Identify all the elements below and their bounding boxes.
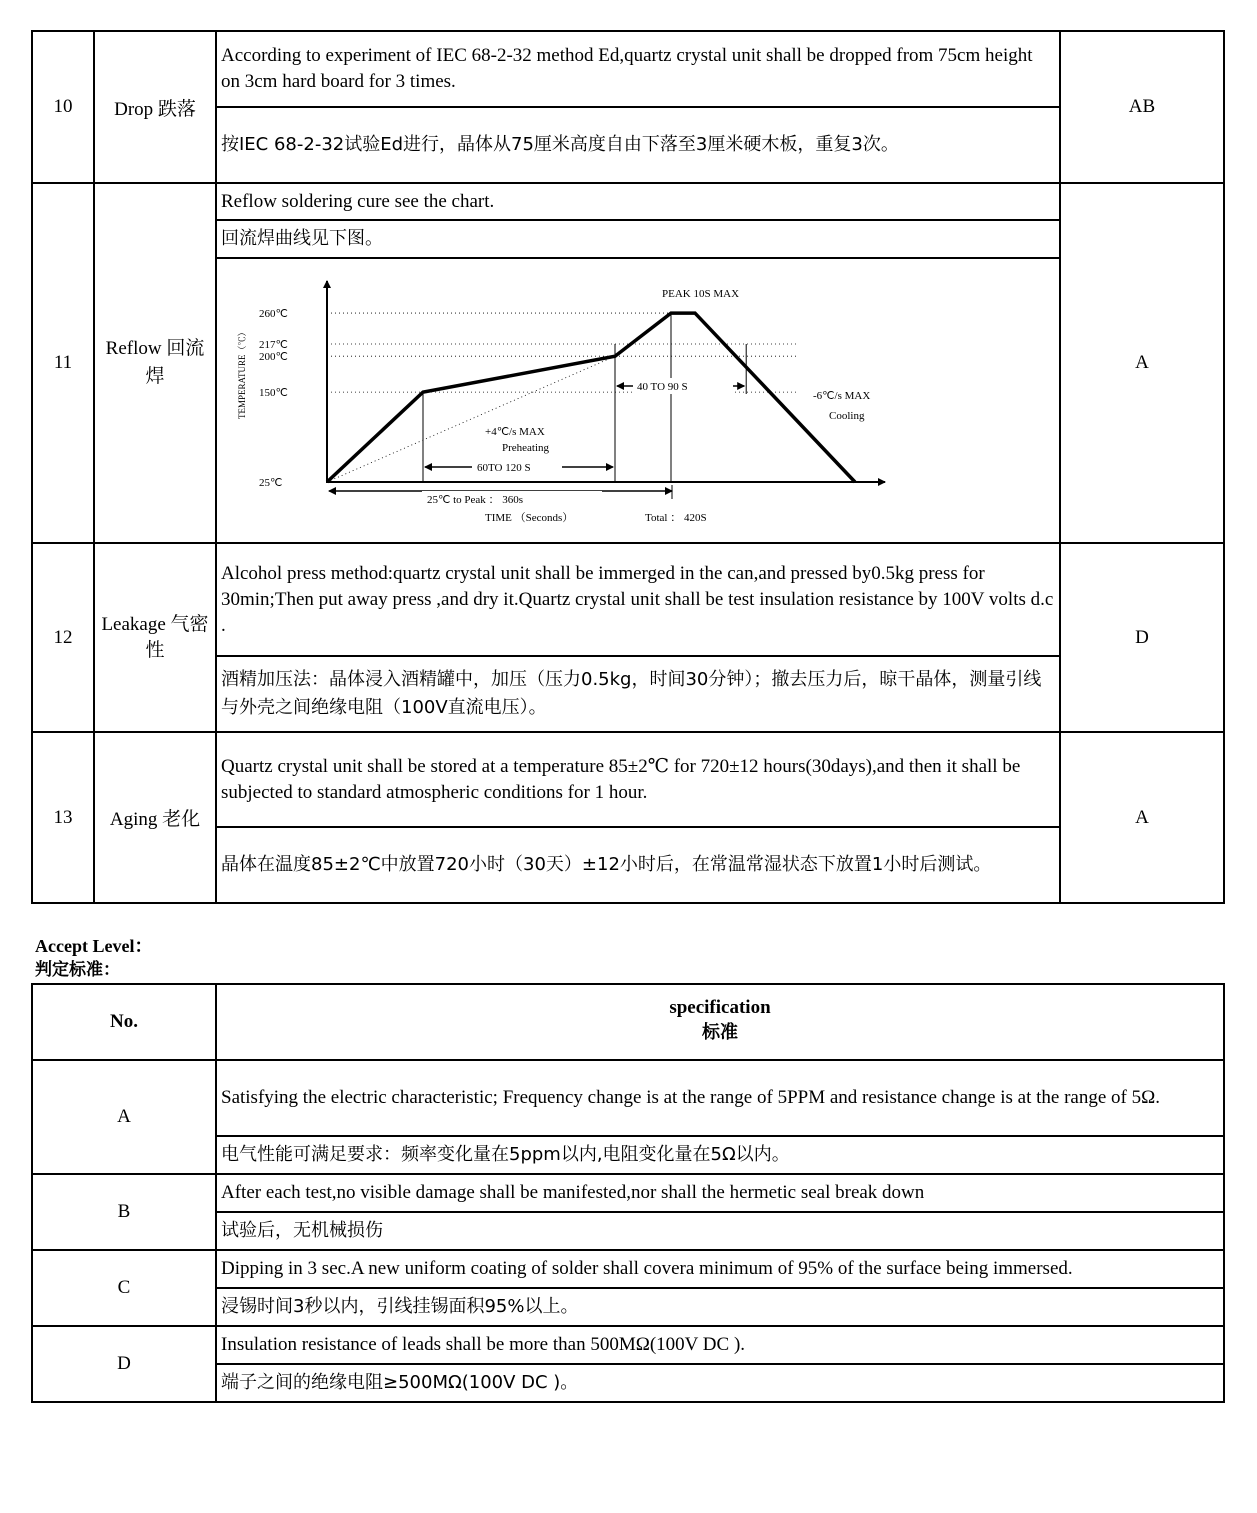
item-no: 12 <box>32 543 94 732</box>
item-no: 10 <box>32 31 94 183</box>
y-tick-label: 25℃ <box>259 477 283 489</box>
item-desc-cn <box>216 827 1060 903</box>
level-en <box>216 1060 1224 1136</box>
level-en <box>216 1250 1224 1288</box>
to-peak-label: 25℃ to Peak ： 360s <box>427 494 524 506</box>
y-tick-label: 260℃ <box>259 308 288 321</box>
item-level: A <box>1060 732 1224 903</box>
level-en-text: Insulation resistance of leads shall be more than 500MΩ(100V DC ). <box>221 1334 746 1355</box>
item-name: Aging 老化 <box>94 732 216 903</box>
reflow-chart <box>217 259 1057 542</box>
y-tick-label: 150℃ <box>259 387 288 400</box>
item-level: AB <box>1060 31 1224 183</box>
level-en-text: After each test,no visible damage shall be manifested,nor shall the hermetic seal break down <box>221 1182 925 1203</box>
level-cn-text: 浸锡时间3秒以内，引线挂锡面积95%以上。 <box>221 1296 579 1317</box>
item-desc-cn <box>216 656 1060 732</box>
item-desc-cn-text: 酒精加压法：晶体浸入酒精罐中，加压（压力0.5kg，时间30分钟）；撤去压力后，晾干晶体，测量引线与外壳之间绝缘电阻（100V直流电压）。 <box>221 669 1042 718</box>
level-cn <box>216 1364 1224 1402</box>
preheat-time-label: 60TO 120 S <box>477 462 531 474</box>
item-desc-en-text: Reflow soldering cure see the chart. <box>221 190 495 212</box>
level-no: A <box>32 1060 216 1174</box>
item-desc-cn-text: 回流焊曲线见下图。 <box>221 228 383 249</box>
item-name <box>94 183 216 543</box>
level-no: C <box>32 1250 216 1326</box>
item-desc-en-text: According to experiment of IEC 68-2-32 method Ed,quartz crystal unit shall be dropped from 75cm height on 3cm hard board for 3 times. <box>221 45 1033 92</box>
item-name-text: Leakage 气密性 <box>101 613 209 661</box>
header-spec-en: specification <box>669 997 771 1018</box>
level-cn <box>216 1136 1224 1174</box>
x-axis-label: TIME （Seconds） <box>485 512 574 524</box>
item-desc-cn-text: 按IEC 68-2-32试验Ed进行，晶体从75厘米高度自由下落至3厘米硬木板，重复3次。 <box>221 134 899 155</box>
accept-title-cn: 判定标准： <box>35 960 120 980</box>
y-axis-label: TEMPERATURE（℃） <box>237 327 247 419</box>
level-en-text: Satisfying the electric characteristic; Frequency change is at the range of 5PPM and resistance change is at the range of 5Ω. <box>221 1087 1160 1108</box>
peak-label: PEAK 10S MAX <box>662 288 740 300</box>
total-label: Total ： 420S <box>645 512 707 524</box>
reference-line <box>327 356 615 482</box>
cooling-rate-label: -6℃/s MAX <box>813 390 871 402</box>
item-desc-en <box>216 31 1060 107</box>
test-items-table <box>31 30 1225 904</box>
level-cn-text: 端子之间的绝缘电阻≥500MΩ(100V DC )。 <box>221 1372 579 1393</box>
profile-line <box>327 313 855 482</box>
accept-title-en: Accept Level： <box>35 936 153 956</box>
y-tick-label: 200℃ <box>259 351 288 364</box>
item-no: 11 <box>32 183 94 543</box>
level-en <box>216 1174 1224 1212</box>
level-en-text: Dipping in 3 sec.A new uniform coating of solder shall covera minimum of 95% of the surface being immersed. <box>221 1258 1073 1279</box>
header-no: No. <box>32 984 216 1060</box>
item-desc-cn-text: 晶体在温度85±2℃中放置720小时（30天）±12小时后，在常温常湿状态下放置1小时后测试。 <box>221 854 992 875</box>
cooling-label: Cooling <box>829 410 865 422</box>
item-name-text: Reflow 回流焊 <box>105 338 205 387</box>
item-desc-cn <box>216 220 1060 258</box>
level-no: B <box>32 1174 216 1250</box>
level-en <box>216 1326 1224 1364</box>
level-cn-text: 试验后，无机械损伤 <box>221 1220 383 1241</box>
header-spec-cn: 标准 <box>702 1022 738 1043</box>
accept-level-table <box>31 983 1225 1403</box>
item-level: A <box>1060 183 1224 543</box>
preheating-label: Preheating <box>502 442 550 454</box>
heating-rate-label: +4℃/s MAX <box>485 426 545 438</box>
reflow-time-label: 40 TO 90 S <box>637 381 688 393</box>
item-desc-en <box>216 543 1060 656</box>
level-cn <box>216 1288 1224 1326</box>
level-no: D <box>32 1326 216 1402</box>
header-spec <box>216 984 1224 1060</box>
item-desc-cn <box>216 107 1060 183</box>
item-no: 13 <box>32 732 94 903</box>
item-name <box>94 543 216 732</box>
item-desc-en <box>216 732 1060 827</box>
reflow-chart-cell <box>216 258 1060 543</box>
item-name: Drop 跌落 <box>94 31 216 183</box>
item-desc-en-text: Alcohol press method:quartz crystal unit shall be immerged in the can,and pressed by0.5kg press for 30min;Then put away press ,and dry it.Quartz crystal unit shall be test insulation resistance by 100V volts d.c . <box>221 562 1054 636</box>
y-tick-label: 217℃ <box>259 338 288 351</box>
item-level: D <box>1060 543 1224 732</box>
level-cn <box>216 1212 1224 1250</box>
item-desc-en-text: Quartz crystal unit shall be stored at a temperature 85±2℃ for 720±12 hours(30days),and then it shall be subjected to standard atmospheric conditions for 1 hour. <box>221 755 1021 803</box>
level-cn-text: 电气性能可满足要求：频率变化量在5ppm以内,电阻变化量在5Ω以内。 <box>221 1144 790 1165</box>
item-desc-en <box>216 183 1060 220</box>
